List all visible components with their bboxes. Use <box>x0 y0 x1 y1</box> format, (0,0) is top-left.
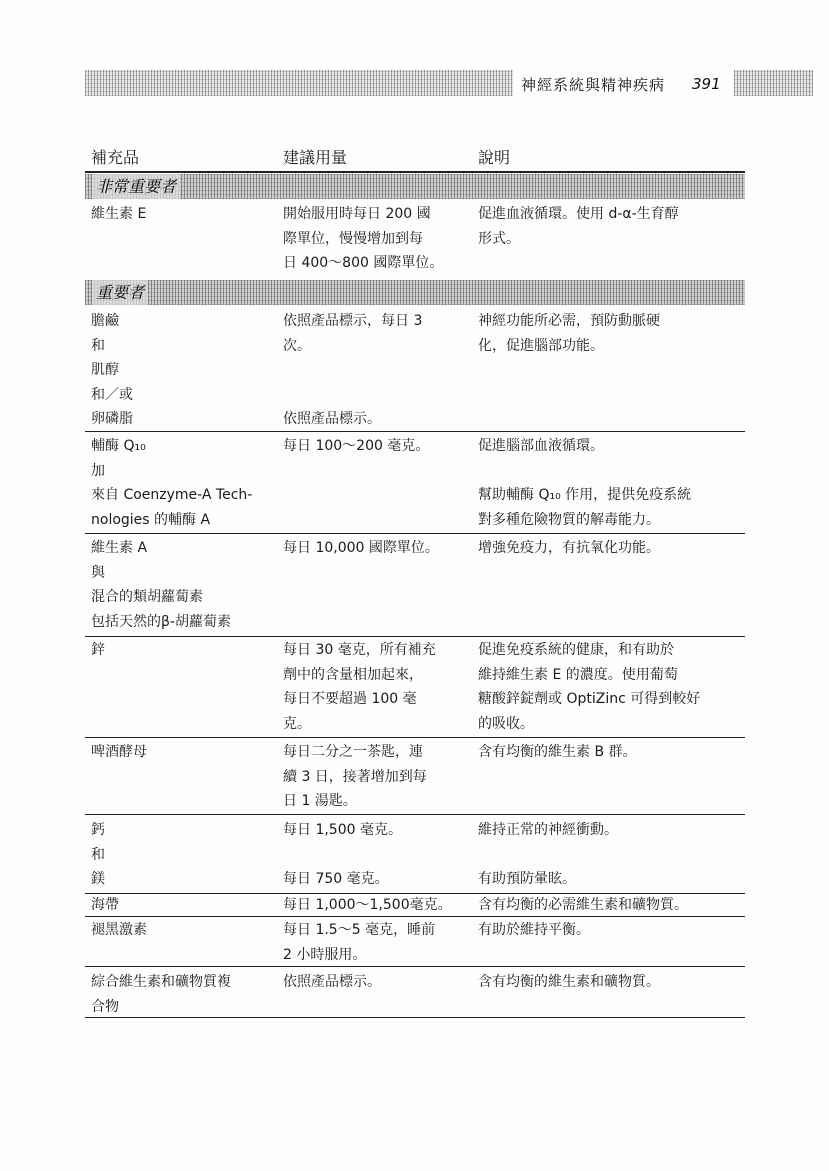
row-divider <box>85 814 745 815</box>
row-lecithin-dosage: 依照產品標示。 <box>283 411 381 427</box>
row-choline-name <box>91 309 281 432</box>
row-melatonin-dosage <box>283 918 471 967</box>
name-line: 維生素 A <box>91 540 148 556</box>
header-rule <box>85 171 745 173</box>
row-vitamin-a-name <box>91 536 281 634</box>
header-halftone-pattern <box>85 70 513 96</box>
name-line: 和 <box>91 337 105 354</box>
row-multivitamin-note <box>478 970 740 995</box>
row-divider <box>85 533 745 534</box>
row-vitamin-e-note <box>478 202 740 251</box>
name-line: 混合的類胡蘿蔔素 <box>91 589 203 605</box>
row-divider <box>85 966 745 967</box>
name-line: 卵磷脂 <box>91 411 133 427</box>
section-label-very-important: 非常重要者 <box>92 174 180 199</box>
note-line: 含有均衡的維生素 B 群。 <box>478 744 637 760</box>
name-line: 合物 <box>91 998 119 1015</box>
dosage-line: 開始服用時每日 200 國 <box>283 206 431 222</box>
dosage-line: 依照產品標示。 <box>283 974 381 990</box>
row-zinc-dosage <box>283 638 471 736</box>
dosage-line: 2 小時服用。 <box>283 946 367 963</box>
row-magnesium-note: 有助預防暈眩。 <box>478 871 576 887</box>
row-coq10-dosage <box>283 434 471 459</box>
dosage-line: 每日 1.5～5 毫克，睡前 <box>283 922 436 938</box>
row-vitamin-e-dosage <box>283 202 471 276</box>
name-line: 鋅 <box>91 642 105 658</box>
row-kelp-name <box>91 893 281 918</box>
note-line: 含有均衡的必需維生素和礦物質。 <box>478 897 688 913</box>
row-coq10-note <box>478 434 740 459</box>
row-choline-dosage <box>283 309 471 358</box>
name-line: 和 <box>91 846 105 863</box>
row-divider <box>85 636 745 637</box>
note-line: 促進腦部血液循環。 <box>478 438 604 454</box>
note-line: 增強免疫力，有抗氧化功能。 <box>478 540 660 556</box>
dosage-line: 克。 <box>283 715 311 732</box>
row-choline-note <box>478 309 740 358</box>
row-divider <box>85 737 745 738</box>
row-calcium-note <box>478 818 740 843</box>
name-line: 啤酒酵母 <box>91 744 147 760</box>
dosage-line: 每日 1,500 毫克。 <box>283 822 402 838</box>
name-line: 和／或 <box>91 386 133 403</box>
dosage-line: 日 400～800 國際單位。 <box>283 255 444 271</box>
note-line: 形式。 <box>478 230 520 247</box>
row-vitamin-a-note <box>478 536 740 561</box>
dosage-line: 每日 100～200 毫克。 <box>283 438 430 454</box>
note-line: 維持維生素 E 的濃度。使用葡萄 <box>478 666 678 683</box>
row-zinc-name <box>91 638 281 663</box>
row-kelp-dosage <box>283 893 471 918</box>
dosage-line: 每日 30 毫克，所有補充 <box>283 642 436 658</box>
dosage-line: 次。 <box>283 337 311 354</box>
name-line: 加 <box>91 462 105 479</box>
name-line: 來自 Coenzyme-A Tech- <box>91 487 253 503</box>
row-melatonin-note <box>478 918 740 943</box>
note-line: 促進血液循環。使用 d-α-生育醇 <box>478 206 679 222</box>
note-line: 神經功能所必需，預防動脈硬 <box>478 313 660 329</box>
table-bottom-rule <box>85 1017 745 1018</box>
dosage-line: 續 3 日，接著增加到每 <box>283 768 427 785</box>
column-header-supplement: 補充品 <box>91 148 140 167</box>
dosage-line: 每日 1,000～1,500毫克。 <box>283 897 452 913</box>
row-kelp-note <box>478 893 740 918</box>
note-line: 對多種危險物質的解毒能力。 <box>478 511 660 528</box>
name-line: 鈣 <box>91 822 105 838</box>
row-multivitamin-name <box>91 970 281 1019</box>
dosage-line: 日 1 湯匙。 <box>283 793 357 809</box>
name-line: 輔酶 Q₁₀ <box>91 438 146 454</box>
row-calcium-dosage <box>283 818 471 843</box>
dosage-line: 劑中的含量相加起來， <box>283 666 423 683</box>
dosage-line: 際單位，慢慢增加到每 <box>283 230 423 247</box>
running-header <box>85 66 813 100</box>
row-multivitamin-dosage <box>283 970 471 995</box>
row-magnesium-dosage: 每日 750 毫克。 <box>283 871 389 887</box>
note-line: 有助於維持平衡。 <box>478 922 590 938</box>
column-header-dosage: 建議用量 <box>283 148 348 167</box>
row-coq10-name <box>91 434 281 532</box>
dosage-line: 每日 10,000 國際單位。 <box>283 540 439 556</box>
note-line: 的吸收。 <box>478 715 534 732</box>
name-line: 鎂 <box>91 871 105 887</box>
name-line: 海帶 <box>91 897 119 913</box>
row-brewers-yeast-note <box>478 740 740 765</box>
note-line: 含有均衡的維生素和礦物質。 <box>478 974 660 990</box>
chapter-title: 神經系統與精神疾病 <box>521 76 666 94</box>
row-divider <box>85 916 745 917</box>
dosage-line: 依照產品標示，每日 3 <box>283 313 423 329</box>
section-label-important: 重要者 <box>92 280 148 305</box>
name-line: 褪黑激素 <box>91 922 147 938</box>
name-line: 與 <box>91 564 105 581</box>
row-divider <box>85 431 745 432</box>
note-line: 幫助輔酶 Q₁₀ 作用，提供免疫系統 <box>478 487 692 503</box>
row-zinc-note <box>478 638 740 736</box>
name-line: nologies 的輔酶 A <box>91 511 211 528</box>
note-line: 糖酸鋅錠劑或 OptiZinc 可得到較好 <box>478 691 701 707</box>
row-vitamin-e-name <box>91 202 281 227</box>
header-halftone-pattern-right <box>734 70 813 96</box>
dosage-line: 每日不要超過 100 毫 <box>283 691 417 707</box>
section-band-important <box>85 280 745 305</box>
row-brewers-yeast-name <box>91 740 281 765</box>
row-brewers-yeast-dosage <box>283 740 471 814</box>
column-header-notes: 說明 <box>478 148 511 167</box>
name-line: 肌醇 <box>91 362 119 378</box>
name-line: 綜合維生素和礦物質複 <box>91 974 231 990</box>
note-line: 維持正常的神經衝動。 <box>478 822 618 838</box>
note-line: 化，促進腦部功能。 <box>478 337 604 354</box>
name-line: 包括天然的β-胡蘿蔔素 <box>91 613 231 630</box>
row-calcium-name <box>91 818 281 892</box>
name-line: 膽鹼 <box>91 313 119 329</box>
page-number: 391 <box>692 75 721 93</box>
note-line: 促進免疫系統的健康，和有助於 <box>478 642 674 658</box>
name-line: 維生素 E <box>91 206 147 222</box>
dosage-line: 每日二分之一茶匙，連 <box>283 744 423 760</box>
row-coenzyme-a-note <box>478 483 740 532</box>
row-melatonin-name <box>91 918 281 943</box>
row-vitamin-a-dosage <box>283 536 471 561</box>
section-band-very-important <box>85 174 745 199</box>
